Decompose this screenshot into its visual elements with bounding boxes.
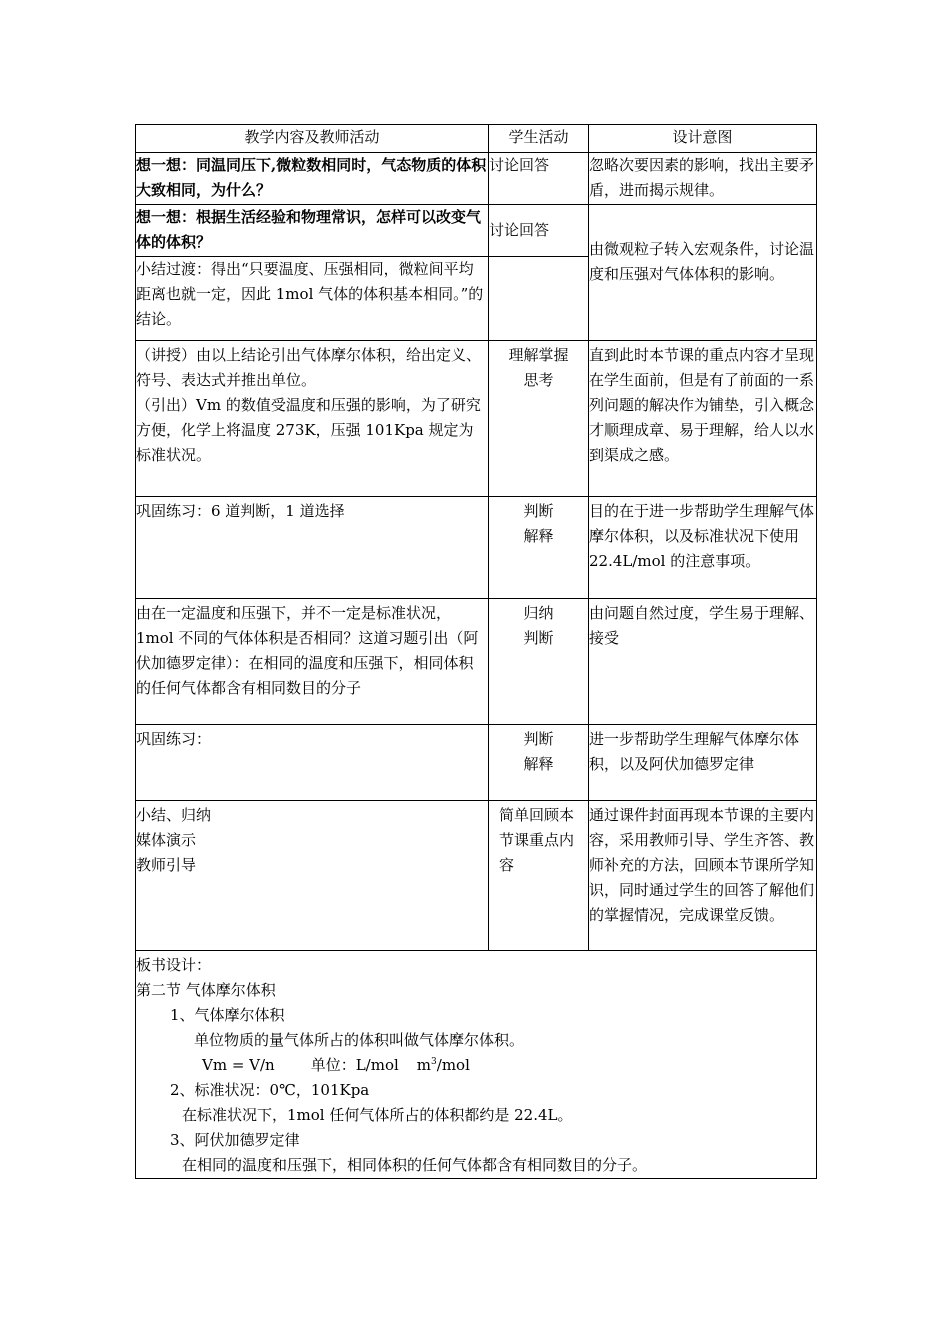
row8-content-line3: 教师引导	[136, 856, 197, 874]
table-row	[136, 205, 817, 257]
board-item3-text: 在相同的温度和压强下，相同体积的任何气体都含有相同数目的分子。	[182, 1156, 648, 1174]
row4-content-line2: （引出）Vm 的数值受温度和压强的影响，为了研究方便，化学上将温度 273K，压强 101Kpa 规定为标准状况。	[136, 396, 481, 464]
row2-content: 想一想：根据生活经验和物理常识，怎样可以改变气体的体积？	[136, 205, 489, 257]
table-row	[136, 599, 817, 725]
board-item1-formula-line	[136, 1053, 816, 1078]
row7-student	[489, 725, 589, 801]
table-row	[136, 725, 817, 801]
table-row	[136, 497, 817, 599]
board-item2-text: 在标准状况下，1mol 任何气体所占的体积都约是 22.4L。	[182, 1106, 573, 1124]
row7-student-line1: 判断	[523, 730, 554, 748]
row7-content: 巩固练习：	[136, 725, 489, 801]
board-item1-unit2-exp: 3	[431, 1057, 437, 1067]
row5-intent: 目的在于进一步帮助学生理解气体摩尔体积，以及标准状况下使用 22.4L/mol 的注意事项。	[589, 497, 817, 599]
row7-intent: 进一步帮助学生理解气体摩尔体积，以及阿伏加德罗定律	[589, 725, 817, 801]
header-content: 教学内容及教师活动	[136, 125, 489, 153]
row2-intent: 由微观粒子转入宏观条件，讨论温度和压强对气体体积的影响。	[589, 205, 817, 341]
row4-student: 理解掌握思考	[489, 341, 589, 497]
header-intent: 设计意图	[589, 125, 817, 153]
board-design-row	[136, 951, 817, 1179]
row8-intent: 通过课件封面再现本节课的主要内容，采用教师引导、学生齐答、教师补充的方法，回顾本节课所学知识，同时通过学生的回答了解他们的掌握情况，完成课堂反馈。	[589, 801, 817, 951]
board-design	[136, 951, 817, 1179]
row1-intent: 忽略次要因素的影响，找出主要矛盾，进而揭示规律。	[589, 153, 817, 205]
header-student: 学生活动	[489, 125, 589, 153]
table-row	[136, 341, 817, 497]
row7-student-line2: 解释	[523, 755, 554, 773]
row8-content	[136, 801, 489, 951]
row4-content-line1: （讲授）由以上结论引出气体摩尔体积，给出定义、符号、表达式并推出单位。	[136, 346, 482, 389]
row1-content: 想一想：同温同压下,微粒数相同时，气态物质的体积大致相同，为什么？	[136, 153, 489, 205]
row8-student: 简单回顾本节课重点内容	[489, 801, 589, 951]
row8-content-line2: 媒体演示	[136, 831, 197, 849]
row6-intent: 由问题自然过度，学生易于理解、接受	[589, 599, 817, 725]
row3-student	[489, 257, 589, 341]
board-item1-title: 1、气体摩尔体积	[170, 1006, 285, 1024]
header-row	[136, 125, 817, 153]
table-row	[136, 801, 817, 951]
row2-student: 讨论回答	[489, 205, 589, 257]
board-item1-formula: Vm = V/n	[202, 1056, 275, 1074]
board-item1-unit2-tail: /mol	[436, 1056, 470, 1074]
row6-student-line2: 判断	[523, 629, 554, 647]
row8-content-line1: 小结、归纳	[136, 806, 212, 824]
row3-content: 小结过渡：得出“只要温度、压强相同，微粒间平均距离也就一定，因此 1mol 气体的体积基本相同。”的结论。	[136, 257, 489, 341]
row5-student	[489, 497, 589, 599]
row6-content: 由在一定温度和压强下，并不一定是标准状况，1mol 不同的气体体积是否相同？这道习题引出（阿伏加德罗定律）：在相同的温度和压强下，相同体积的任何气体都含有相同数目的分子	[136, 599, 489, 725]
board-item2-title: 2、标准状况：0℃，101Kpa	[170, 1081, 370, 1099]
board-item1-unit2-base: m	[416, 1056, 432, 1074]
row4-intent: 直到此时本节课的重点内容才呈现在学生面前，但是有了前面的一系列问题的解决作为铺垫，引入概念才顺理成章、易于理解，给人以水到渠成之感。	[589, 341, 817, 497]
row6-student	[489, 599, 589, 725]
row5-student-line1: 判断	[523, 502, 554, 520]
row5-student-line2: 解释	[523, 527, 554, 545]
board-item1-definition: 单位物质的量气体所占的体积叫做气体摩尔体积。	[194, 1031, 525, 1049]
lesson-plan-table	[135, 124, 817, 1179]
board-label: 板书设计：	[136, 956, 212, 974]
board-item1-unit: 单位：L/mol	[310, 1056, 399, 1074]
board-section-title: 第二节 气体摩尔体积	[136, 981, 276, 999]
row4-content	[136, 341, 489, 497]
row5-content: 巩固练习：6 道判断，1 道选择	[136, 497, 489, 599]
row1-student: 讨论回答	[489, 153, 589, 205]
board-item3-title: 3、阿伏加德罗定律	[170, 1131, 300, 1149]
row6-student-line1: 归纳	[523, 604, 554, 622]
table-row	[136, 153, 817, 205]
